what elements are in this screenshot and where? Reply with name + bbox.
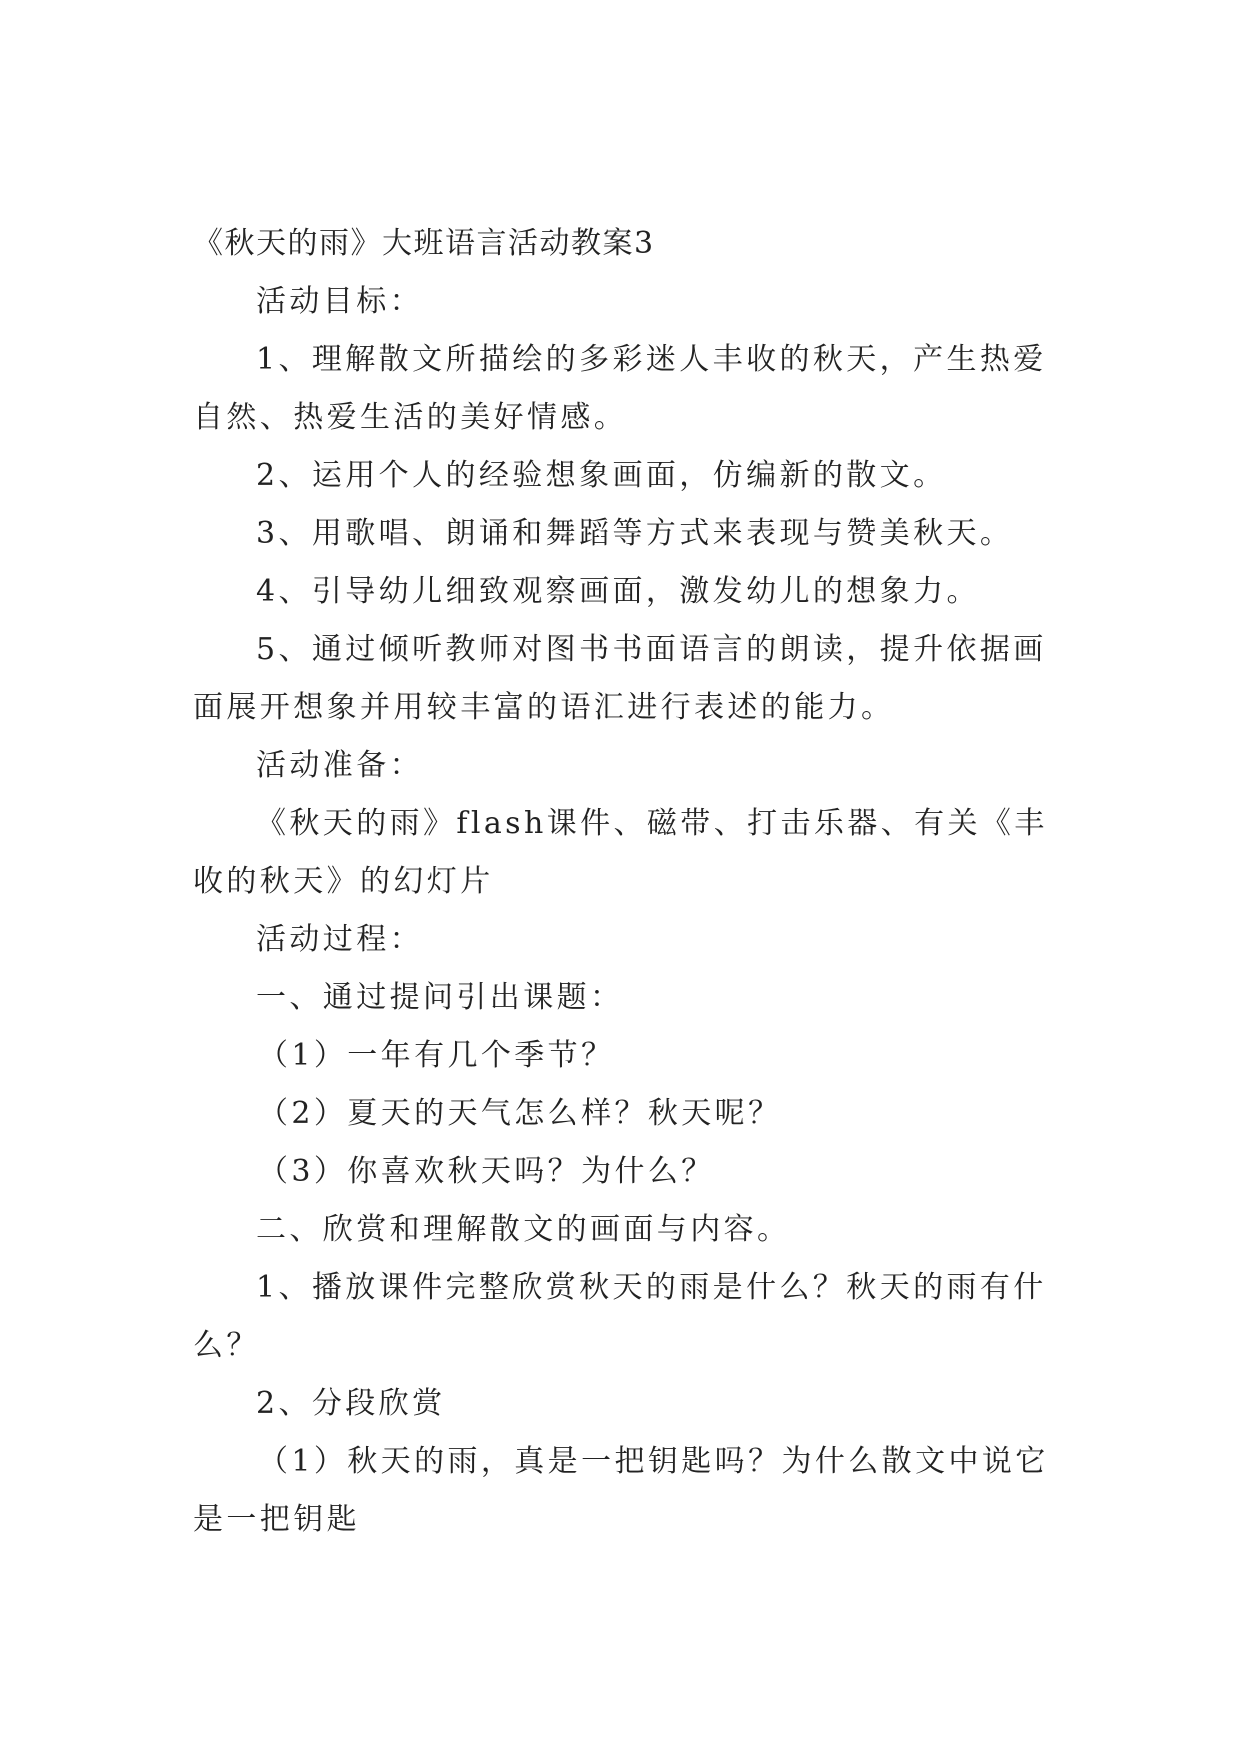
paragraph-line: 面展开想象并用较丰富的语汇进行表述的能力。	[193, 690, 895, 725]
paragraph-line: 4、引导幼儿细致观察画面，激发幼儿的想象力。	[256, 574, 980, 609]
question-line: （3）你喜欢秋天吗？为什么？	[258, 1154, 715, 1189]
paragraph-line: 是一把钥匙	[193, 1502, 360, 1537]
section-heading-goals: 活动目标：	[256, 284, 423, 319]
paragraph-line: 二、欣赏和理解散文的画面与内容。	[256, 1212, 791, 1247]
paragraph-line: （1）秋天的雨，真是一把钥匙吗？为什么散文中说它	[258, 1444, 1049, 1479]
paragraph-line: 一、通过提问引出课题：	[256, 980, 624, 1015]
question-line: （1）一年有几个季节？	[258, 1038, 615, 1073]
paragraph-line: 么？	[193, 1328, 260, 1363]
paragraph-line: 3、用歌唱、朗诵和舞蹈等方式来表现与赞美秋天。	[256, 516, 1014, 551]
paragraph-line: 2、分段欣赏	[256, 1386, 446, 1421]
paragraph-line: 收的秋天》的幻灯片	[193, 864, 494, 899]
paragraph-line: 自然、热爱生活的美好情感。	[193, 400, 628, 435]
paragraph-line: 《秋天的雨》flash课件、磁带、打击乐器、有关《丰	[256, 806, 1048, 841]
paragraph-line: 5、通过倾听教师对图书书面语言的朗读，提升依据画	[256, 632, 1047, 667]
question-line: （2）夏天的天气怎么样？秋天呢？	[258, 1096, 782, 1131]
document-title: 《秋天的雨》大班语言活动教案3	[193, 226, 655, 261]
section-heading-preparation: 活动准备：	[256, 748, 423, 783]
section-heading-process: 活动过程：	[256, 922, 423, 957]
paragraph-line: 1、理解散文所描绘的多彩迷人丰收的秋天，产生热爱	[256, 342, 1047, 377]
paragraph-line: 1、播放课件完整欣赏秋天的雨是什么？秋天的雨有什	[256, 1270, 1047, 1305]
paragraph-line: 2、运用个人的经验想象画面，仿编新的散文。	[256, 458, 947, 493]
